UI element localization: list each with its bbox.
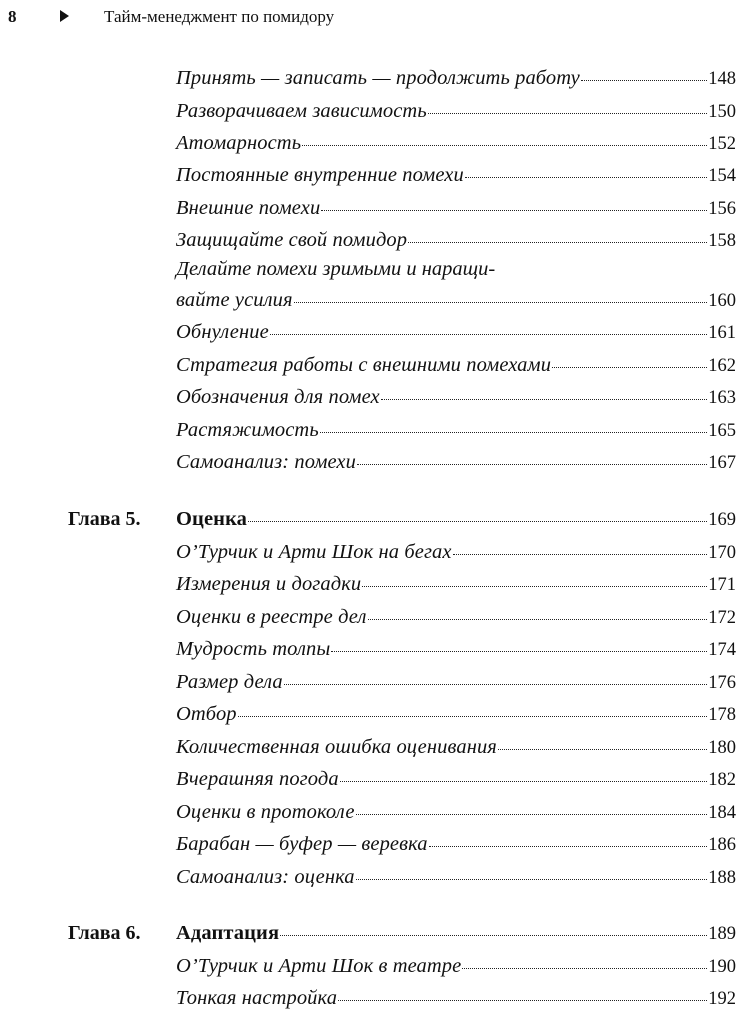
toc-entry[interactable]	[0, 763, 744, 793]
leader-dots	[498, 749, 707, 750]
toc-entry[interactable]	[0, 349, 744, 379]
leader-dots	[338, 1000, 707, 1001]
toc-entry-page: 150	[708, 102, 736, 122]
toc-entry-page: 167	[708, 453, 736, 473]
chapter-title: Адаптация	[176, 922, 280, 944]
leader-dots	[408, 242, 707, 243]
leader-dots	[356, 879, 708, 880]
toc-entry-title: Размер дела	[176, 671, 283, 693]
chapter-title: Оценка	[176, 508, 248, 530]
leader-dots	[357, 464, 707, 465]
toc-entry-title: Растяжимость	[176, 419, 319, 441]
toc-entry-title: О’Турчик и Арти Шок в театре	[176, 955, 462, 977]
toc-entry[interactable]	[0, 536, 744, 566]
toc-entry-page: 163	[708, 388, 736, 408]
toc-entry-title: Постоянные внутренние помехи	[176, 164, 464, 186]
toc-entry[interactable]	[0, 192, 744, 222]
toc-entry-page: 188	[708, 868, 736, 888]
toc-entry-title: вайте усилия	[176, 289, 293, 311]
running-title: Тайм-менеджмент по помидору	[104, 7, 335, 26]
leader-dots	[381, 399, 708, 400]
leader-dots	[462, 968, 707, 969]
toc-entry[interactable]	[0, 62, 744, 92]
toc-entry-title: Барабан — буфер — веревка	[176, 833, 428, 855]
toc-entry-page: 182	[708, 770, 736, 790]
leader-dots	[368, 619, 708, 620]
toc-entry[interactable]	[0, 224, 744, 254]
toc-entry[interactable]	[0, 127, 744, 157]
toc-entry-page: 156	[708, 199, 736, 219]
toc-entry[interactable]	[0, 950, 744, 980]
toc-entry-page: 190	[708, 957, 736, 977]
toc-entry[interactable]	[0, 284, 744, 314]
leader-dots	[284, 684, 707, 685]
toc-entry-title: Отбор	[176, 703, 237, 725]
toc-entry[interactable]	[0, 861, 744, 891]
toc-entry-title: Защищайте свой помидор	[176, 229, 408, 251]
toc-entry[interactable]	[0, 568, 744, 598]
leader-dots	[294, 302, 708, 303]
leader-dots	[320, 432, 707, 433]
toc-entry-title: Самоанализ: оценка	[176, 866, 355, 888]
leader-dots	[429, 846, 708, 847]
toc-entry-title: Обозначения для помех	[176, 386, 380, 408]
toc-entry-page: 180	[708, 738, 736, 758]
chapter-label: Глава 6.	[68, 922, 141, 944]
toc-entry-page: 170	[708, 543, 736, 563]
leader-dots	[453, 554, 708, 555]
toc-entry[interactable]	[0, 982, 744, 1012]
toc-entry-title: Атомарность	[176, 132, 302, 154]
toc-entry[interactable]	[0, 95, 744, 125]
leader-dots	[465, 177, 707, 178]
toc-entry-title: Оценки в реестре дел	[176, 606, 367, 628]
toc-entry[interactable]	[0, 601, 744, 631]
toc-entry-page: 184	[708, 803, 736, 823]
toc-entry-title: О’Турчик и Арти Шок на бегах	[176, 541, 452, 563]
toc-entry[interactable]	[0, 414, 744, 444]
toc-entry-page: 152	[708, 134, 736, 154]
toc-entry-title: Оценки в протоколе	[176, 801, 355, 823]
leader-dots	[428, 113, 708, 114]
leader-dots	[270, 334, 707, 335]
toc-entry-page: 171	[708, 575, 736, 595]
chapter-label: Глава 5.	[68, 508, 141, 530]
toc-chapter-6[interactable]	[0, 917, 744, 947]
toc-entry[interactable]	[0, 828, 744, 858]
toc-entry-title: Вчерашняя погода	[176, 768, 339, 790]
toc-entry-title: Измерения и догадки	[176, 573, 362, 595]
toc-entry-title: Мудрость толпы	[176, 638, 331, 660]
toc-entry-page: 161	[708, 323, 736, 343]
toc-entry[interactable]	[0, 446, 744, 476]
chapter-page: 169	[708, 510, 736, 530]
toc-entry-page: 186	[708, 835, 736, 855]
toc-entry-page: 176	[708, 673, 736, 693]
toc-entry-title-line1: Делайте помехи зримыми и наращи-	[176, 258, 496, 280]
toc-entry-page: 192	[708, 989, 736, 1009]
chapter-page: 189	[708, 924, 736, 944]
leader-dots	[362, 586, 707, 587]
toc-entry[interactable]	[0, 381, 744, 411]
page-header	[0, 0, 744, 36]
toc-entry-title: Самоанализ: помехи	[176, 451, 356, 473]
leader-dots	[356, 814, 708, 815]
toc-entry-title: Обнуление	[176, 321, 269, 343]
page-number: 8	[8, 7, 17, 26]
toc-entry-page: 178	[708, 705, 736, 725]
toc-entry-page: 160	[708, 291, 736, 311]
leader-dots	[302, 145, 707, 146]
leader-dots	[331, 651, 707, 652]
toc-entry-title: Стратегия работы с внешними помехами	[176, 354, 552, 376]
toc-entry-page: 148	[708, 69, 736, 89]
toc-entry-page: 162	[708, 356, 736, 376]
toc-entry-page: 154	[708, 166, 736, 186]
toc-entry-title: Разворачиваем зависимость	[176, 100, 427, 122]
leader-dots	[340, 781, 708, 782]
leader-dots	[248, 521, 707, 522]
toc-entry[interactable]	[0, 666, 744, 696]
toc-entry[interactable]	[0, 796, 744, 826]
triangle-right-icon	[60, 10, 69, 22]
toc-chapter-5[interactable]	[0, 503, 744, 533]
leader-dots	[552, 367, 707, 368]
leader-dots	[581, 80, 707, 81]
leader-dots	[238, 716, 708, 717]
toc-entry[interactable]	[0, 731, 744, 761]
toc-entry[interactable]	[0, 159, 744, 189]
toc-entry-title: Принять — записать — продолжить работу	[176, 67, 580, 89]
toc-entry[interactable]	[0, 633, 744, 663]
toc-entry-page: 172	[708, 608, 736, 628]
toc-entry-page: 165	[708, 421, 736, 441]
toc-entry-title: Тонкая настройка	[176, 987, 338, 1009]
toc-entry[interactable]	[0, 316, 744, 346]
toc-entry[interactable]	[0, 698, 744, 728]
leader-dots	[321, 210, 707, 211]
toc-entry-page: 174	[708, 640, 736, 660]
toc-entry-title: Количественная ошибка оценивания	[176, 736, 497, 758]
toc-entry-title: Внешние помехи	[176, 197, 321, 219]
leader-dots	[280, 935, 707, 936]
toc-entry-page: 158	[708, 231, 736, 251]
